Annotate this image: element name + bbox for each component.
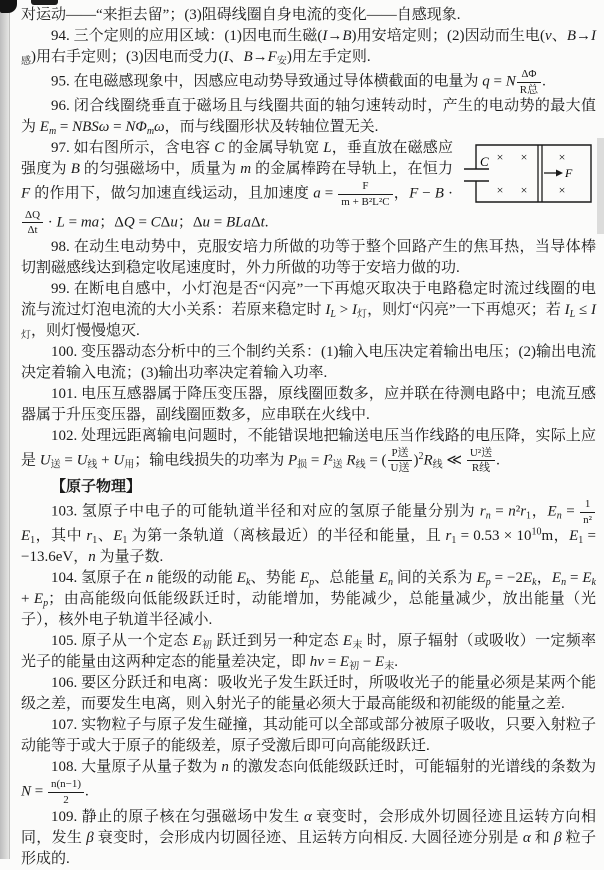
paragraph-section-atomic-physics bbox=[21, 476, 596, 497]
text-run: 100. 变压器动态分析中的三个制约关系：(1)输入电压决定着输出电压；(2)输出电流决定着输入电流；(3)输出功率决定着输入功率. bbox=[21, 343, 596, 381]
figure-97-svg bbox=[462, 141, 596, 213]
text-run: = bbox=[31, 783, 47, 800]
math-variable: E bbox=[476, 570, 486, 587]
fraction-numerator: ΔΦ bbox=[517, 68, 541, 83]
math-variable: r bbox=[520, 503, 527, 520]
math-variable: α bbox=[522, 829, 531, 846]
text-run: 101. 电压互感器属于降压变压器，原线圈匝数多，应并联在待测电路中；电流互感器属于升压变压器，副线圈匝数多，应串联在火线中. bbox=[21, 385, 596, 423]
text-run: = bbox=[323, 654, 340, 671]
fraction-denominator: Δt bbox=[27, 224, 38, 237]
math-variable: E bbox=[375, 654, 385, 671]
text-run: → bbox=[252, 49, 268, 65]
rail-capacitor-circuit-figure bbox=[462, 141, 596, 213]
math-subscript: 送 bbox=[332, 459, 343, 471]
math-variable: hν bbox=[309, 654, 324, 671]
paragraph-p103 bbox=[21, 498, 596, 568]
text-run: 96. 闭合线圈绕垂直于磁场且与线圈共面的轴匀速转动时，产生的电动势的最大值为 bbox=[21, 98, 596, 136]
math-variable: BLa bbox=[225, 214, 251, 231]
text-run: = bbox=[109, 119, 126, 136]
text-run: 能级的动能 bbox=[153, 570, 237, 587]
text-run: ，其中 bbox=[35, 528, 87, 545]
fraction-numerator: ΔQ bbox=[22, 209, 43, 224]
force-label: F bbox=[565, 166, 573, 181]
math-subscript: 安 bbox=[276, 56, 287, 67]
text-run: 、 bbox=[551, 28, 567, 44]
fraction-numerator: P送 bbox=[388, 447, 413, 462]
text-run: ，则灯“闪亮”一下再熄灭；若 bbox=[367, 301, 565, 318]
math-subscript: p bbox=[43, 598, 49, 610]
text-run: = bbox=[64, 214, 81, 231]
formula-fraction bbox=[21, 209, 44, 237]
math-variable: B bbox=[70, 161, 80, 178]
math-variable: r bbox=[445, 528, 452, 545]
math-subscript: k bbox=[591, 577, 596, 589]
fraction-denominator: U送 bbox=[390, 462, 410, 475]
text-run: 103. 氢原子中电子的可能轨道半径和对应的氢原子能量分别为 bbox=[51, 503, 480, 520]
math-variable: R bbox=[346, 452, 356, 469]
math-subscript: 灯 bbox=[357, 308, 368, 320]
math-subscript: k bbox=[245, 577, 251, 589]
math-subscript: m bbox=[146, 126, 155, 138]
formula-fraction bbox=[387, 447, 414, 475]
math-subscript: L bbox=[330, 308, 336, 320]
text-run: ；由高能级向低能级跃迁时，动能增加，势能减少，总能量减少，放出能量（光子），核外电子轨道半径减小. bbox=[21, 591, 596, 629]
math-variable: E bbox=[39, 119, 49, 136]
text-run: = bbox=[209, 214, 226, 231]
text-run: )用安培定则；(2)因动而生电( bbox=[351, 28, 545, 44]
fraction-numerator: n(n−1) bbox=[48, 778, 84, 793]
math-subscript: k bbox=[532, 577, 537, 589]
math-subscript: p bbox=[309, 577, 315, 589]
math-variable: ma bbox=[80, 214, 100, 231]
math-subscript: 用 bbox=[124, 459, 135, 471]
math-variable: E bbox=[113, 528, 123, 545]
text-run: ，而与线圈形状及转轴位置无关. bbox=[164, 119, 379, 136]
math-variable: N bbox=[21, 783, 32, 800]
math-subscript: 1 bbox=[30, 535, 36, 547]
text-run: = bbox=[566, 570, 583, 587]
math-subscript: 线 bbox=[355, 459, 366, 471]
paragraph-p102 bbox=[21, 426, 596, 475]
text-run: + bbox=[21, 591, 34, 608]
math-superscript: 2 bbox=[418, 450, 424, 462]
math-variable: U bbox=[39, 452, 51, 469]
paragraph-p106 bbox=[21, 673, 596, 715]
math-subscript: 1 bbox=[122, 535, 128, 547]
text-run: ， bbox=[393, 185, 410, 202]
math-subscript: 末 bbox=[352, 640, 363, 652]
text-run: . bbox=[394, 654, 398, 671]
math-variable: q bbox=[482, 73, 490, 90]
text-run: + bbox=[97, 452, 114, 469]
math-variable: B bbox=[243, 49, 253, 65]
paragraph-p95 bbox=[21, 68, 596, 96]
text-run: = ( bbox=[365, 452, 387, 469]
math-variable: E bbox=[378, 570, 388, 587]
math-subscript: n bbox=[561, 577, 567, 589]
math-variable: I bbox=[564, 301, 570, 318]
math-variable: u bbox=[202, 214, 210, 231]
paragraph-intro bbox=[21, 5, 596, 26]
text-run: 95. 在电磁感现象中，因感应电动势导致通过导体横截面的电量为 bbox=[51, 73, 483, 90]
text-run: = −13.6eV， bbox=[21, 528, 596, 566]
math-variable: I bbox=[325, 301, 331, 318]
math-variable: α bbox=[303, 808, 312, 825]
math-subscript: 1 bbox=[451, 535, 457, 547]
text-run: . bbox=[496, 452, 500, 469]
text-run: = 0.53 × 10 bbox=[456, 528, 532, 545]
field-into-page-icon: × bbox=[558, 150, 566, 165]
text-run: 跃迁到另一种定态 bbox=[212, 633, 343, 650]
paragraph-p94 bbox=[21, 26, 596, 68]
math-variable: I bbox=[223, 49, 229, 65]
fraction-numerator: F bbox=[338, 180, 392, 195]
text-run: Δ bbox=[160, 214, 171, 231]
text-run: 102. 处理远距离输电问题时，不能错误地把输送电压当作线路的电压降，实际上应是 bbox=[21, 427, 596, 469]
math-subscript: 线 bbox=[432, 459, 443, 471]
text-run: ；Δ bbox=[177, 214, 203, 231]
paragraph-p104 bbox=[21, 568, 596, 631]
math-variable: ω bbox=[154, 119, 165, 136]
math-variable: N bbox=[505, 73, 516, 90]
math-variable: E bbox=[547, 503, 557, 520]
text-run: ，则灯慢慢熄灭. bbox=[31, 322, 140, 339]
text-run: Δ bbox=[250, 214, 261, 231]
math-variable: F bbox=[21, 185, 31, 202]
math-variable: E bbox=[33, 591, 44, 608]
text-run: = −2 bbox=[490, 570, 523, 587]
math-subscript: 线 bbox=[87, 459, 98, 471]
math-variable: t bbox=[260, 214, 265, 231]
text-run: ² bbox=[328, 452, 333, 469]
math-variable: L bbox=[323, 140, 332, 157]
math-variable: E bbox=[192, 633, 202, 650]
math-variable: I bbox=[323, 452, 329, 469]
math-variable: Q bbox=[123, 214, 135, 231]
text-run: )用左手定则. bbox=[286, 49, 371, 65]
fraction-denominator: R线 bbox=[471, 462, 491, 475]
math-variable: E bbox=[21, 528, 31, 545]
math-variable: E bbox=[342, 633, 353, 650]
text-run: 98. 在动生电动势中，克服安培力所做的功等于整个回路产生的焦耳热，当导体棒切割磁感线达到稳定收尾速度时，外力所做的功等于安培力做的功. bbox=[21, 238, 596, 276]
text-run: 的作用下，做匀加速直线运动，且加速度 bbox=[30, 185, 314, 202]
text-run: = bbox=[561, 503, 580, 520]
math-subscript: n bbox=[387, 577, 393, 589]
math-variable: m bbox=[240, 161, 252, 178]
text-run: − bbox=[359, 654, 376, 671]
math-variable: I bbox=[591, 28, 596, 44]
paragraph-p100 bbox=[21, 342, 596, 384]
text-run: = bbox=[489, 73, 506, 90]
math-variable: NBSω bbox=[72, 119, 110, 136]
math-variable: I bbox=[352, 301, 358, 318]
paragraph-p107 bbox=[21, 715, 596, 757]
math-subscript: L bbox=[569, 308, 576, 320]
text-run: ) bbox=[413, 452, 419, 469]
fraction-denominator: R总 bbox=[519, 83, 539, 96]
formula-fraction bbox=[516, 68, 542, 96]
formula-fraction bbox=[466, 447, 496, 475]
math-variable: v bbox=[544, 28, 552, 44]
text-run: = bbox=[320, 185, 338, 202]
text-run: ， bbox=[531, 503, 548, 520]
field-into-page-icon: × bbox=[520, 183, 528, 198]
text-run: 【原子物理】 bbox=[51, 478, 142, 496]
text-run: > bbox=[335, 301, 353, 318]
formula-fraction bbox=[337, 180, 393, 208]
formula-fraction bbox=[579, 498, 596, 526]
text-run: = bbox=[60, 452, 77, 469]
text-run: ；Δ bbox=[99, 214, 124, 231]
text-run: 的匀强磁场中，质量为 bbox=[79, 161, 241, 178]
text-run: ≪ bbox=[442, 452, 466, 469]
text-run: 和 bbox=[530, 829, 555, 846]
paragraph-p105 bbox=[21, 631, 596, 673]
math-subscript: 初 bbox=[201, 640, 213, 652]
math-variable: E bbox=[582, 570, 592, 587]
math-variable: r bbox=[479, 503, 486, 520]
text-run: 104. 氢原子在 bbox=[51, 570, 146, 587]
math-subscript: 1 bbox=[578, 535, 584, 547]
text-run: = bbox=[490, 503, 509, 520]
text-run: 时，原子辐射（或吸收）一定频率光子的能量由这两种定态的能量差决定，即 bbox=[21, 633, 597, 671]
math-subscript: m bbox=[48, 126, 57, 138]
math-variable: NΦ bbox=[125, 119, 147, 136]
fraction-denominator: 2 bbox=[63, 794, 69, 807]
text-run: 间的关系为 bbox=[392, 570, 477, 587]
text-run: 99. 在断电自感中，小灯泡是否“闪亮”一下再熄灭取决于电路稳定时流过线圈的电流与流过灯泡电流的大小关系：若原来稳定时 bbox=[21, 280, 596, 318]
scan-left-edge-artifact bbox=[0, 0, 10, 859]
math-variable: n bbox=[145, 570, 154, 587]
math-variable: F bbox=[267, 49, 277, 65]
math-variable: U bbox=[76, 452, 88, 469]
math-subscript: 初 bbox=[349, 661, 360, 673]
text-run: 、总能量 bbox=[314, 570, 379, 587]
field-into-page-icon: × bbox=[496, 150, 504, 165]
paragraph-p96 bbox=[21, 96, 596, 138]
text-run: 94. 三个定则的应用区域：(1)因电而生磁( bbox=[51, 28, 323, 44]
text-run: 105. 原子从一个定态 bbox=[51, 633, 193, 650]
paragraph-p97 bbox=[21, 138, 596, 237]
math-variable: C bbox=[150, 214, 161, 231]
text-run: − bbox=[418, 185, 435, 202]
text-run: m， bbox=[541, 528, 570, 545]
paragraph-p109 bbox=[21, 807, 596, 870]
text-run: 、势能 bbox=[250, 570, 300, 587]
math-subscript: n bbox=[556, 510, 562, 522]
text-run: 的金属导轨宽 bbox=[224, 140, 324, 157]
math-variable: E bbox=[569, 528, 579, 545]
text-run: . bbox=[85, 783, 89, 800]
circuit-rails-outline bbox=[476, 145, 591, 202]
math-subscript: p bbox=[485, 577, 491, 589]
math-subscript: 感 bbox=[21, 56, 31, 67]
text-run: = bbox=[134, 214, 151, 231]
scan-right-edge-artifact bbox=[597, 138, 604, 234]
text-run: 的激发态向低能级跃迁时，可能辐射的光谱线的条数为 bbox=[228, 759, 596, 776]
text-run: 108. 大量原子从量子数为 bbox=[51, 759, 222, 776]
math-subscript: n bbox=[485, 510, 491, 522]
math-variable: E bbox=[299, 570, 310, 587]
math-variable: E bbox=[551, 570, 562, 587]
math-subscript: 灯 bbox=[21, 329, 31, 341]
math-variable: F bbox=[409, 185, 419, 202]
text-run: 107. 实物粒子与原子发生碰撞，其动能可以全部或部分被原子吸收，只要入射粒子动能等于或大于原子的能级差，原子受激后即可向高能级跃迁. bbox=[21, 717, 596, 755]
field-into-page-icon: × bbox=[558, 183, 566, 198]
math-superscript: 10 bbox=[531, 526, 542, 538]
text-run: · bbox=[44, 214, 57, 231]
math-subscript: 损 bbox=[297, 459, 308, 471]
paragraph-p101 bbox=[21, 384, 596, 426]
force-arrow-head bbox=[556, 170, 563, 177]
field-into-page-icon: × bbox=[496, 183, 504, 198]
math-variable: E bbox=[522, 570, 533, 587]
text-run: ≤ bbox=[575, 301, 591, 318]
math-variable: E bbox=[236, 570, 246, 587]
math-subscript: 1 bbox=[526, 510, 532, 522]
text-run: 为第一条轨道（离核最近）的半径和能量，且 bbox=[127, 528, 446, 545]
text-run: 为量子数. bbox=[95, 549, 164, 566]
math-variable: a bbox=[313, 185, 321, 202]
paragraph-p98 bbox=[21, 237, 596, 279]
math-variable: I bbox=[322, 28, 328, 44]
text-run: → bbox=[327, 28, 343, 44]
field-into-page-icon: × bbox=[520, 150, 528, 165]
math-variable: B bbox=[434, 185, 444, 202]
text-run: ，垂直放在磁感应强度为 bbox=[21, 140, 453, 178]
fraction-numerator: 1 bbox=[580, 498, 595, 513]
paragraph-p108 bbox=[21, 757, 596, 806]
text-run: . bbox=[542, 73, 546, 90]
text-run: . bbox=[264, 214, 269, 231]
math-variable: u bbox=[170, 214, 178, 231]
math-variable: n bbox=[508, 503, 516, 520]
text-run: 对运动——“来拒去留”；(3)阻碍线圈自身电流的变化——自感现象. bbox=[21, 7, 461, 23]
math-variable: L bbox=[56, 214, 65, 231]
scan-corner-blob-artifact bbox=[0, 0, 17, 13]
text-run: ² bbox=[515, 503, 521, 520]
math-variable: E bbox=[339, 654, 350, 671]
text-run: 粒子形成的. bbox=[21, 829, 596, 867]
math-variable: n bbox=[88, 549, 96, 566]
text-run: → bbox=[576, 28, 591, 44]
math-subscript: 1 bbox=[92, 535, 98, 547]
formula-fraction bbox=[47, 778, 85, 806]
math-variable: r bbox=[86, 528, 93, 545]
math-variable: n bbox=[221, 759, 229, 776]
fraction-denominator: n² bbox=[583, 513, 592, 526]
text-run: )用右手定则；(3)因电而受力( bbox=[31, 49, 224, 65]
text-run: 、 bbox=[228, 49, 244, 65]
text-run: 109. 静止的原子核在匀强磁场中发生 bbox=[51, 808, 304, 825]
math-variable: I bbox=[591, 301, 596, 318]
text-run: · bbox=[443, 185, 453, 202]
text-run: = bbox=[307, 452, 324, 469]
capacitor-label: C bbox=[480, 154, 489, 170]
text-run: 、 bbox=[97, 528, 114, 545]
text-run: 106. 要区分跃迁和电离：吸收光子发生跃迁时，所吸收光子的能量必须是某两个能级之差，而要发生电离，则入射光子的能量必须大于最高能级和初能级的能量之差. bbox=[21, 675, 596, 713]
fraction-denominator: m + B²L²C bbox=[341, 195, 390, 208]
math-variable: β bbox=[86, 829, 94, 846]
text-run: ， bbox=[536, 570, 552, 587]
paragraph-p99 bbox=[21, 279, 596, 342]
math-variable: β bbox=[554, 829, 562, 846]
math-subscript: 末 bbox=[384, 661, 395, 673]
math-variable: U bbox=[113, 452, 125, 469]
text-run: 衰变时，会形成内切圆径迹、且运转方向相反. 大圆径迹分别是 bbox=[93, 829, 523, 846]
math-variable: C bbox=[214, 140, 225, 157]
text-run: = bbox=[56, 119, 73, 136]
text-run: 97. 如右图所示，含电容 bbox=[51, 140, 215, 157]
math-variable: P bbox=[288, 452, 298, 469]
fraction-numerator: U²送 bbox=[467, 447, 495, 462]
text-run: 的金属棒跨在导轨上，在恒力 bbox=[251, 161, 453, 178]
math-variable: B bbox=[566, 28, 576, 44]
math-variable: R bbox=[423, 452, 433, 469]
math-variable: B bbox=[342, 28, 352, 44]
math-subscript: 送 bbox=[50, 459, 61, 471]
document-body bbox=[21, 5, 596, 870]
text-run: 衰变时，会形成外切圆径迹且运转方向相同，发生 bbox=[21, 808, 596, 846]
text-run: ；输电线损失的功率为 bbox=[134, 452, 288, 469]
